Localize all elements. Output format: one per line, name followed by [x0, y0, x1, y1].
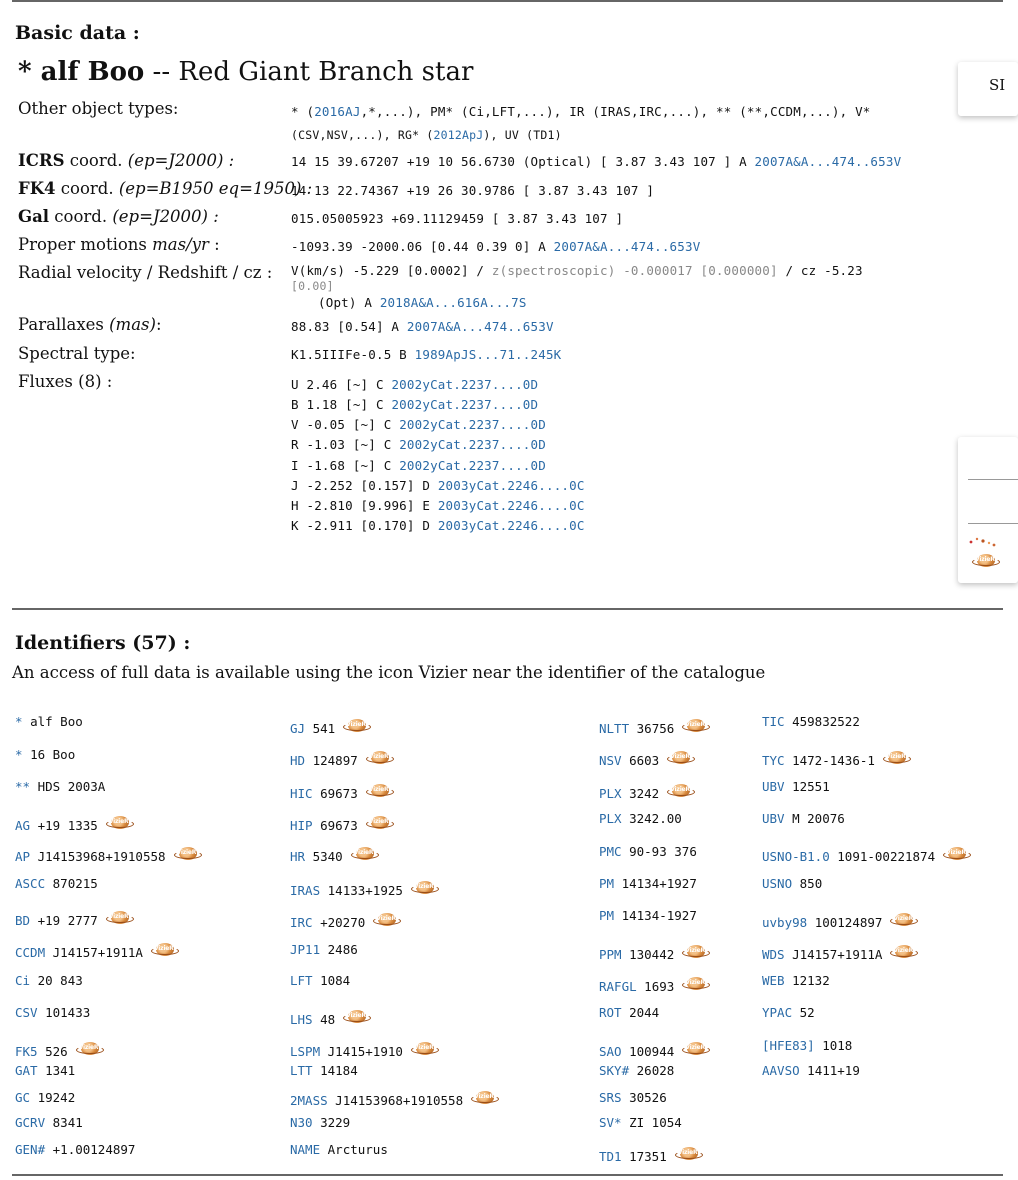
- flux-value: -2.252 [0.157] D: [306, 478, 438, 493]
- identifier-catalog-link[interactable]: UBV: [762, 811, 785, 826]
- flux-value: -1.68 [~] C: [306, 458, 400, 473]
- identifier-item: [599, 1115, 682, 1130]
- identifier-catalog-link[interactable]: LSPM: [290, 1044, 321, 1059]
- identifier-catalog-link[interactable]: LTT: [290, 1063, 313, 1078]
- identifier-item: [762, 846, 969, 864]
- value-rv-ref: (Opt) A 2018A&A...616A...7S: [318, 295, 527, 310]
- identifier-value: 17351: [629, 1149, 667, 1164]
- identifier-catalog-link[interactable]: Ci: [15, 973, 31, 988]
- identifier-catalog-link[interactable]: PLX: [599, 786, 622, 801]
- identifier-item: [15, 846, 200, 864]
- identifier-catalog-link[interactable]: [HFE83]: [762, 1038, 815, 1053]
- value-radial-velocity: V(km/s) -5.229 [0.0002] / z(spectroscopic) -0.000017 [0.000000] / cz -5.23: [291, 263, 863, 278]
- vizier-icon[interactable]: VizieR: [675, 1146, 701, 1164]
- flux-ref-link[interactable]: 2002yCat.2237....0D: [391, 377, 539, 392]
- value-icrs: 14 15 39.67207 +19 10 56.6730 (Optical) [ 3.87 3.43 107 ] A 2007A&A...474..653V: [291, 154, 902, 169]
- side-panel-button[interactable]: [958, 62, 1018, 116]
- vizier-icon[interactable]: VizieR: [667, 783, 693, 801]
- vizier-icon[interactable]: VizieR: [151, 942, 177, 960]
- identifier-value: 459832522: [792, 714, 860, 729]
- identifier-item: [762, 876, 822, 891]
- identifier-value: J14153968+1910558: [335, 1093, 464, 1108]
- identifier-value: 12551: [792, 779, 830, 794]
- identifier-value: 100124897: [814, 915, 883, 930]
- identifier-item: [762, 944, 916, 962]
- label-parallaxes: Parallaxes (mas):: [18, 315, 162, 334]
- identifier-value: 2486: [327, 942, 358, 957]
- identifier-item: [15, 779, 105, 794]
- identifier-catalog-link[interactable]: HR: [290, 849, 306, 864]
- identifier-value: 6603: [629, 753, 660, 768]
- label-fluxes: Fluxes (8) :: [18, 372, 113, 391]
- identifier-catalog-link[interactable]: SRS: [599, 1090, 622, 1105]
- vizier-icon[interactable]: VizieR: [106, 910, 132, 928]
- identifier-catalog-link[interactable]: LFT: [290, 973, 313, 988]
- identifier-item: [290, 1142, 388, 1157]
- identifier-item: [290, 912, 399, 930]
- identifier-item: [15, 1090, 75, 1105]
- side-thumbnail-panel[interactable]: [958, 437, 1018, 583]
- identifier-item: [290, 1041, 437, 1059]
- ref-plx[interactable]: 2007A&A...474..653V: [406, 319, 554, 334]
- identifier-value: 14133+1925: [327, 883, 403, 898]
- identifier-value: 3229: [320, 1115, 351, 1130]
- flux-ref-link[interactable]: 2002yCat.2237....0D: [399, 458, 546, 473]
- identifier-item: [15, 876, 98, 891]
- flux-value: -2.911 [0.170] D: [306, 518, 438, 533]
- identifier-item: [15, 1063, 75, 1078]
- flux-ref-link[interactable]: 2002yCat.2237....0D: [391, 397, 539, 412]
- flux-value: -2.810 [9.996] E: [306, 498, 438, 513]
- vizier-icon[interactable]: VizieR: [351, 846, 377, 864]
- vizier-icon[interactable]: VizieR: [682, 718, 708, 736]
- identifier-item: [599, 976, 708, 994]
- identifier-value: 52: [799, 1005, 815, 1020]
- identifier-item: [762, 811, 845, 826]
- ref-2016aj[interactable]: 2016AJ: [314, 104, 361, 119]
- identifier-value: +20270: [320, 915, 366, 930]
- identifier-catalog-link[interactable]: HD: [290, 753, 306, 768]
- vizier-icon[interactable]: VizieR: [890, 944, 916, 962]
- identifier-value: M 20076: [792, 811, 845, 826]
- identifier-catalog-link[interactable]: AG: [15, 818, 31, 833]
- identifier-item: [15, 1115, 83, 1130]
- identifier-catalog-link[interactable]: AP: [15, 849, 31, 864]
- top-rule: [12, 0, 1003, 2]
- label-radial-velocity: Radial velocity / Redshift / cz :: [18, 263, 273, 282]
- identifier-item: [762, 1038, 852, 1053]
- identifier-catalog-link[interactable]: CCDM: [15, 945, 46, 960]
- identifier-value: 124897: [312, 753, 358, 768]
- identifier-catalog-link[interactable]: YPAC: [762, 1005, 793, 1020]
- identifier-value: 90-93 376: [629, 844, 697, 859]
- identifier-item: [599, 1090, 667, 1105]
- section-rule: [12, 608, 1003, 610]
- identifier-catalog-link[interactable]: BD: [15, 913, 31, 928]
- identifier-catalog-link[interactable]: USNO-B1.0: [762, 849, 830, 864]
- identifier-catalog-link[interactable]: WEB: [762, 973, 785, 988]
- ref-rv[interactable]: 2018A&A...616A...7S: [379, 295, 527, 310]
- object-title: [18, 57, 473, 87]
- label-icrs: ICRS coord. (ep=J2000) :: [18, 151, 235, 170]
- identifier-catalog-link[interactable]: TYC: [762, 753, 785, 768]
- identifier-item: [762, 1005, 815, 1020]
- vizier-icon[interactable]: VizieR: [883, 750, 909, 768]
- flux-band: U: [291, 377, 299, 392]
- identifier-value: Arcturus: [327, 1142, 388, 1157]
- ref-pm[interactable]: 2007A&A...474..653V: [553, 239, 701, 254]
- vizier-icon[interactable]: VizieR: [174, 846, 200, 864]
- vizier-icon[interactable]: VizieR: [682, 1041, 708, 1059]
- flux-ref-link[interactable]: 2003yCat.2246....0C: [437, 518, 585, 533]
- identifier-catalog-link[interactable]: UBV: [762, 779, 785, 794]
- flux-ref-link[interactable]: 2002yCat.2237....0D: [399, 437, 546, 452]
- flux-row: [291, 518, 585, 533]
- identifier-catalog-link[interactable]: PLX: [599, 811, 622, 826]
- identifier-value: ZI 1054: [629, 1115, 682, 1130]
- vizier-icon[interactable]: VizieR: [411, 880, 437, 898]
- section-title-basic: Basic data :: [15, 22, 140, 44]
- flux-ref-link[interactable]: 2003yCat.2246....0C: [437, 478, 585, 493]
- side-divider-1: [968, 479, 1018, 480]
- vizier-icon[interactable]: VizieR: [343, 1009, 369, 1027]
- object-name: * alf Boo: [18, 57, 145, 87]
- identifier-item: [599, 1063, 674, 1078]
- value-spectral-type: K1.5IIIFe-0.5 B 1989ApJS...71..245K: [291, 347, 562, 362]
- identifier-value: 1693: [644, 979, 675, 994]
- identifier-value: 1341: [45, 1063, 76, 1078]
- flux-value: -0.05 [~] C: [306, 417, 400, 432]
- vizier-icon[interactable]: VizieR: [890, 912, 916, 930]
- identifier-item: [15, 714, 83, 729]
- vizier-icon[interactable]: VizieR: [343, 718, 369, 736]
- identifier-catalog-link[interactable]: PMC: [599, 844, 622, 859]
- identifier-item: [290, 1090, 497, 1108]
- identifier-value: +19 2777: [37, 913, 98, 928]
- other-types-line1: * (2016AJ,*,...), PM* (Ci,LFT,...), IR (IRAS,IRC,...), ** (**,CCDM,...), V*: [291, 104, 871, 119]
- identifier-catalog-link[interactable]: TD1: [599, 1149, 622, 1164]
- identifier-value: 1084: [320, 973, 351, 988]
- identifier-value: 19242: [37, 1090, 76, 1105]
- identifier-item: [290, 1063, 358, 1078]
- vizier-icon[interactable]: VizieR: [366, 783, 392, 801]
- identifier-value: 8341: [52, 1115, 83, 1130]
- identifier-item: [15, 942, 177, 960]
- value-cz-error: [0.00]: [291, 279, 334, 293]
- side-divider-2: [968, 523, 1018, 524]
- identifier-catalog-link[interactable]: *: [15, 714, 23, 729]
- label-gal: Gal coord. (ep=J2000) :: [18, 207, 219, 226]
- identifier-value: 14134+1927: [621, 876, 697, 891]
- identifier-item: [599, 1041, 708, 1059]
- identifier-value: 1472-1436-1: [792, 753, 875, 768]
- identifier-catalog-link[interactable]: uvby98: [762, 915, 808, 930]
- flux-value: 1.18 [~] C: [306, 397, 392, 412]
- side-panel-label: SI: [989, 76, 1006, 94]
- flux-row: [291, 377, 538, 392]
- side-sky-dots-icon: [968, 533, 998, 547]
- identifier-catalog-link[interactable]: HIP: [290, 818, 313, 833]
- identifier-item: [15, 1005, 90, 1020]
- vizier-icon[interactable]: VizieR: [76, 1041, 102, 1059]
- identifier-value: 2044: [629, 1005, 660, 1020]
- identifier-catalog-link[interactable]: GEN#: [15, 1142, 46, 1157]
- identifier-value: 1411+19: [807, 1063, 860, 1078]
- vizier-icon[interactable]: VizieR: [366, 815, 392, 833]
- identifier-catalog-link[interactable]: SV*: [599, 1115, 622, 1130]
- identifier-value: 100944: [629, 1044, 675, 1059]
- flux-band: R: [291, 437, 299, 452]
- identifier-catalog-link[interactable]: CSV: [15, 1005, 38, 1020]
- vizier-icon[interactable]: VizieR: [366, 750, 392, 768]
- identifier-value: J14153968+1910558: [37, 849, 166, 864]
- flux-row: [291, 458, 546, 473]
- flux-row: [291, 397, 538, 412]
- identifier-catalog-link[interactable]: SAO: [599, 1044, 622, 1059]
- vizier-icon[interactable]: VizieR: [106, 815, 132, 833]
- ref-sp[interactable]: 1989ApJS...71..245K: [414, 347, 562, 362]
- identifier-catalog-link[interactable]: NSV: [599, 753, 622, 768]
- identifier-catalog-link[interactable]: TIC: [762, 714, 785, 729]
- vizier-icon[interactable]: VizieR: [667, 750, 693, 768]
- identifier-catalog-link[interactable]: GAT: [15, 1063, 38, 1078]
- identifier-catalog-link[interactable]: *: [15, 747, 23, 762]
- identifier-catalog-link[interactable]: GCRV: [15, 1115, 46, 1130]
- identifier-item: [290, 846, 377, 864]
- identifier-value: J14157+1911A: [792, 947, 883, 962]
- identifier-value: 5340: [312, 849, 343, 864]
- identifier-value: +1.00124897: [52, 1142, 136, 1157]
- identifier-catalog-link[interactable]: USNO: [762, 876, 793, 891]
- identifier-catalog-link[interactable]: NLTT: [599, 721, 630, 736]
- other-types-line2: (CSV,NSV,...), RG* (2012ApJ), UV (TD1): [291, 128, 562, 142]
- identifier-item: [599, 718, 708, 736]
- ref-2012apj[interactable]: 2012ApJ: [433, 128, 484, 142]
- identifier-value: alf Boo: [30, 714, 83, 729]
- identifier-catalog-link[interactable]: PPM: [599, 947, 622, 962]
- identifier-item: [290, 718, 369, 736]
- flux-band: B: [291, 397, 299, 412]
- vizier-icon[interactable]: VizieR: [943, 846, 969, 864]
- vizier-icon[interactable]: VizieR: [682, 944, 708, 962]
- identifier-item: [15, 973, 83, 988]
- identifier-item: [599, 876, 697, 891]
- identifiers-note: An access of full data is available using the icon Vizier near the identifier of the catalogue: [12, 663, 766, 682]
- vizier-icon[interactable]: VizieR: [471, 1090, 497, 1108]
- value-fk4: 14 13 22.74367 +19 26 30.9786 [ 3.87 3.43 107 ]: [291, 183, 655, 198]
- identifier-catalog-link[interactable]: NAME: [290, 1142, 321, 1157]
- identifier-item: [762, 779, 830, 794]
- identifier-item: [599, 844, 697, 859]
- identifier-item: [599, 783, 693, 801]
- label-fk4: FK4 coord. (ep=B1950 eq=1950) :: [18, 179, 313, 198]
- identifier-value: 69673: [320, 818, 358, 833]
- flux-ref-link[interactable]: 2002yCat.2237....0D: [399, 417, 546, 432]
- identifier-item: [762, 973, 830, 988]
- identifier-catalog-link[interactable]: **: [15, 779, 31, 794]
- flux-row: [291, 437, 546, 452]
- identifier-value: 3242: [629, 786, 660, 801]
- identifier-item: [290, 1115, 350, 1130]
- identifier-item: [290, 815, 392, 833]
- identifier-item: [15, 1041, 102, 1059]
- identifier-value: 101433: [45, 1005, 91, 1020]
- identifier-value: 541: [312, 721, 336, 736]
- flux-band: K: [291, 518, 299, 533]
- identifier-value: 48: [320, 1012, 336, 1027]
- identifier-item: [762, 750, 909, 768]
- value-proper-motions: -1093.39 -2000.06 [0.44 0.39 0] A 2007A&A...474..653V: [291, 239, 701, 254]
- identifier-item: [599, 811, 682, 826]
- flux-band: I: [291, 458, 299, 473]
- identifier-value: 1091-00221874: [837, 849, 936, 864]
- ref-icrs[interactable]: 2007A&A...474..653V: [754, 154, 902, 169]
- identifier-catalog-link[interactable]: HIC: [290, 786, 313, 801]
- identifier-value: 20 843: [37, 973, 83, 988]
- identifier-item: [599, 1146, 701, 1164]
- identifier-catalog-link[interactable]: PM: [599, 908, 615, 923]
- identifier-value: HDS 2003A: [37, 779, 106, 794]
- identifier-catalog-link[interactable]: LHS: [290, 1012, 313, 1027]
- bottom-rule: [12, 1174, 1003, 1176]
- flux-band: H: [291, 498, 299, 513]
- label-other-types: Other object types:: [18, 99, 179, 118]
- identifier-catalog-link[interactable]: RAFGL: [599, 979, 637, 994]
- label-spectral-type: Spectral type:: [18, 344, 136, 363]
- identifier-catalog-link[interactable]: GC: [15, 1090, 31, 1105]
- identifier-item: [15, 910, 132, 928]
- identifier-item: [290, 750, 392, 768]
- vizier-icon[interactable]: VizieR: [411, 1041, 437, 1059]
- identifier-item: [599, 1005, 659, 1020]
- identifier-value: 69673: [320, 786, 358, 801]
- value-parallaxes: 88.83 [0.54] A 2007A&A...474..653V: [291, 319, 554, 334]
- identifier-value: 526: [45, 1044, 68, 1059]
- identifier-item: [15, 815, 132, 833]
- identifier-item: [599, 944, 708, 962]
- vizier-icon[interactable]: VizieR: [682, 976, 708, 994]
- identifier-item: [762, 714, 860, 729]
- identifier-catalog-link[interactable]: WDS: [762, 947, 785, 962]
- identifier-value: J1415+1910: [327, 1044, 403, 1059]
- identifier-item: [599, 750, 693, 768]
- identifier-item: [290, 880, 437, 898]
- identifier-item: [290, 973, 350, 988]
- identifier-value: 30526: [629, 1090, 667, 1105]
- identifier-value: 14184: [320, 1063, 358, 1078]
- flux-band: V: [291, 417, 299, 432]
- identifier-item: [599, 908, 697, 923]
- identifier-catalog-link[interactable]: AAVSO: [762, 1063, 800, 1078]
- flux-ref-link[interactable]: 2003yCat.2246....0C: [437, 498, 585, 513]
- identifier-catalog-link[interactable]: GJ: [290, 721, 306, 736]
- identifier-value: 870215: [52, 876, 98, 891]
- identifier-value: 12132: [792, 973, 830, 988]
- vizier-icon[interactable]: VizieR: [373, 912, 399, 930]
- identifier-value: 26028: [636, 1063, 675, 1078]
- identifier-catalog-link[interactable]: PM: [599, 876, 615, 891]
- identifier-item: [290, 1009, 369, 1027]
- flux-row: [291, 417, 546, 432]
- identifier-item: [290, 942, 358, 957]
- identifier-value: J14157+1911A: [52, 945, 143, 960]
- identifier-value: 130442: [629, 947, 675, 962]
- identifier-catalog-link[interactable]: IRAS: [290, 883, 321, 898]
- identifier-item: [290, 783, 392, 801]
- identifier-catalog-link[interactable]: 2MASS: [290, 1093, 328, 1108]
- value-gal: 015.05005923 +69.11129459 [ 3.87 3.43 107 ]: [291, 211, 624, 226]
- flux-band: J: [291, 478, 299, 493]
- identifier-item: [762, 1063, 860, 1078]
- identifier-value: 36756: [636, 721, 675, 736]
- identifier-catalog-link[interactable]: ASCC: [15, 876, 46, 891]
- identifier-value: 16 Boo: [30, 747, 76, 762]
- flux-value: -1.03 [~] C: [306, 437, 400, 452]
- label-proper-motions: Proper motions mas/yr :: [18, 235, 220, 254]
- side-vizier-icon[interactable]: VizieR: [972, 553, 998, 571]
- identifier-value: 14134-1927: [621, 908, 697, 923]
- object-type: -- Red Giant Branch star: [144, 57, 474, 87]
- identifier-catalog-link[interactable]: ROT: [599, 1005, 622, 1020]
- identifier-item: [762, 912, 916, 930]
- identifier-catalog-link[interactable]: FK5: [15, 1044, 38, 1059]
- identifier-item: [15, 1142, 135, 1157]
- identifier-catalog-link[interactable]: SKY#: [599, 1063, 630, 1078]
- identifier-catalog-link[interactable]: IRC: [290, 915, 313, 930]
- flux-value: 2.46 [~] C: [306, 377, 392, 392]
- identifier-catalog-link[interactable]: N30: [290, 1115, 313, 1130]
- identifier-value: 3242.00: [629, 811, 682, 826]
- flux-row: [291, 478, 585, 493]
- identifier-value: +19 1335: [37, 818, 98, 833]
- identifier-catalog-link[interactable]: JP11: [290, 942, 321, 957]
- section-title-identifiers: Identifiers (57) :: [15, 632, 191, 654]
- identifier-value: 850: [799, 876, 823, 891]
- flux-row: [291, 498, 585, 513]
- identifier-item: [15, 747, 75, 762]
- identifier-value: 1018: [822, 1038, 853, 1053]
